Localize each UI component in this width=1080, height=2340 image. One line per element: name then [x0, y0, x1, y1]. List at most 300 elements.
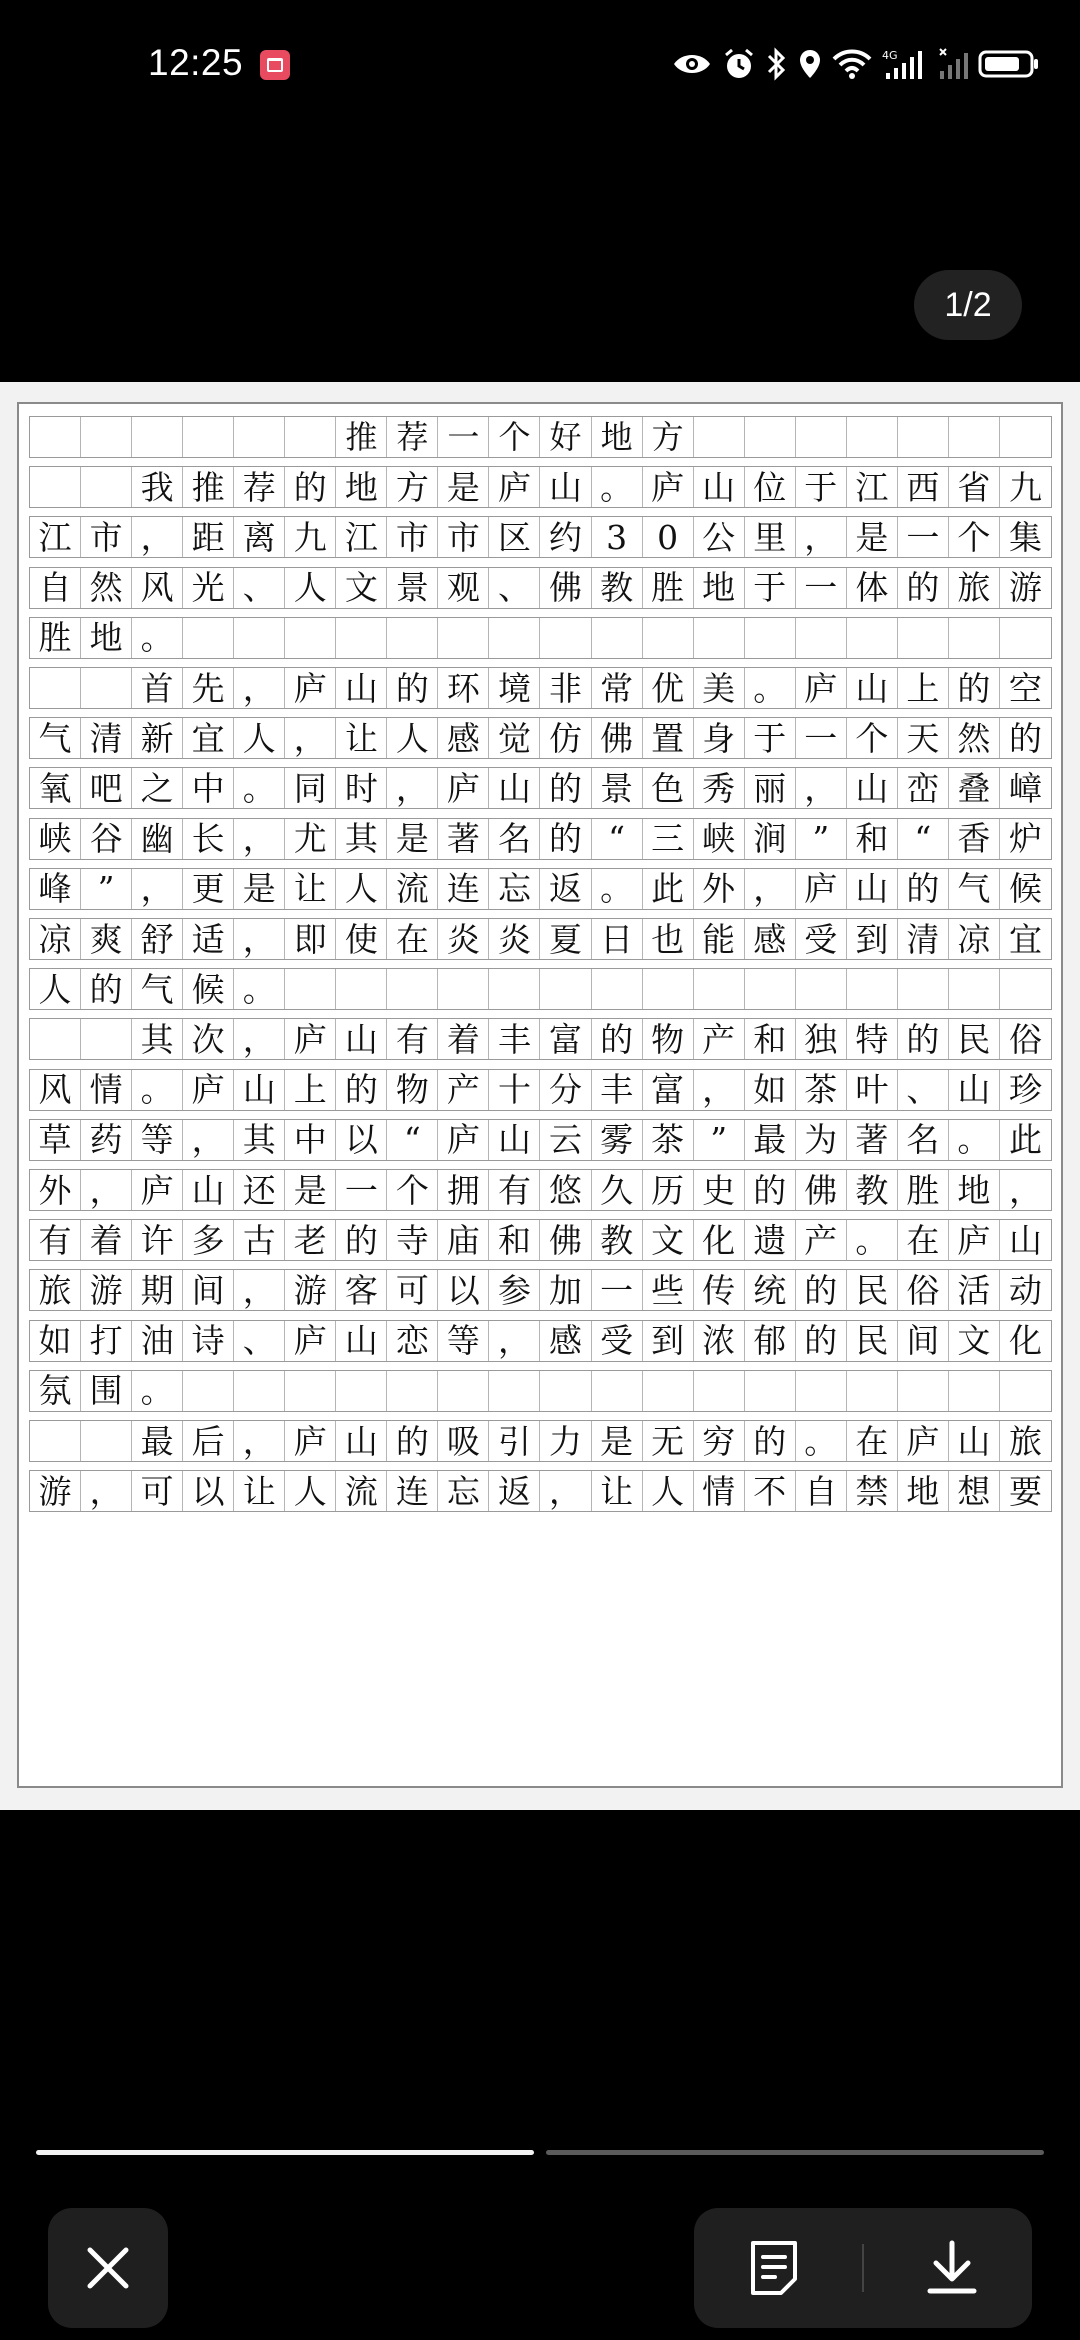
grid-cell: 峡: [694, 819, 745, 859]
grid-cell: 使: [336, 919, 387, 959]
grid-cell: [438, 618, 489, 658]
grid-cell: 爽: [81, 919, 132, 959]
grid-cell: 置: [643, 718, 694, 758]
grid-cell: 穷: [694, 1421, 745, 1461]
grid-cell: 身: [694, 718, 745, 758]
page-progress: [36, 2150, 1044, 2156]
grid-cell: 。: [592, 467, 643, 507]
grid-cell: 宜: [1008, 919, 1042, 959]
grid-cell: [30, 1019, 81, 1059]
grid-cell: 推: [183, 467, 234, 507]
grid-cell: [489, 969, 540, 1009]
grid-cell: 山: [336, 1321, 387, 1361]
grid-cell: 以: [336, 1120, 387, 1160]
grid-cell: [949, 969, 1000, 1009]
grid-row: [29, 466, 1052, 508]
page-indicator: 1/2: [914, 270, 1022, 340]
grid-cell: 庐: [796, 668, 847, 708]
grid-cell: 观: [438, 568, 489, 608]
grid-cell: 吧: [81, 768, 132, 808]
bluetooth-icon: [766, 47, 788, 81]
grid-cell: [847, 618, 898, 658]
grid-cell: 佛: [540, 1220, 591, 1260]
grid-cell: 文: [949, 1321, 1000, 1361]
grid-cell: 在: [387, 919, 438, 959]
grid-cell: 气: [132, 969, 183, 1009]
grid-cell: 一: [336, 1170, 387, 1210]
grid-cell: [898, 417, 949, 457]
grid-cell: 山: [847, 869, 898, 909]
grid-cell: 此: [1008, 1120, 1042, 1160]
grid-cell: [234, 417, 285, 457]
grid-cell: 后: [183, 1421, 234, 1461]
grid-cell: [847, 1371, 898, 1411]
grid-cell: [847, 969, 898, 1009]
svg-text:4G: 4G: [882, 49, 898, 62]
grid-cell: [1000, 969, 1051, 1009]
grid-cell: 无: [643, 1421, 694, 1461]
grid-cell: 美: [694, 668, 745, 708]
grid-cell: 丽: [745, 768, 796, 808]
grid-cell: [30, 467, 81, 507]
grid-cell: 间: [898, 1321, 949, 1361]
grid-cell: [489, 1371, 540, 1411]
grid-cell: 可: [132, 1471, 183, 1511]
document-icon: [749, 2239, 799, 2297]
grid-cell: ”: [694, 1120, 745, 1160]
grid-cell: [183, 1371, 234, 1411]
eye-icon: [672, 50, 712, 78]
grid-cell: 境: [489, 668, 540, 708]
document-preview[interactable]: [0, 382, 1080, 1810]
grid-cell: 候: [183, 969, 234, 1009]
grid-cell: 一: [592, 1270, 643, 1310]
grid-cell: [898, 618, 949, 658]
grid-cell: 是: [387, 819, 438, 859]
grid-cell: 于: [745, 568, 796, 608]
grid-cell: 日: [592, 919, 643, 959]
grid-cell: 推: [336, 417, 387, 457]
grid-cell: 。: [234, 969, 285, 1009]
grid-cell: 教: [847, 1170, 898, 1210]
grid-cell: 夏: [540, 919, 591, 959]
grid-cell: ，: [796, 768, 847, 808]
grid-cell: 还: [234, 1170, 285, 1210]
grid-cell: [847, 417, 898, 457]
grid-cell: ，: [132, 517, 183, 557]
grid-cell: 凉: [30, 919, 81, 959]
grid-cell: 风: [30, 1070, 81, 1110]
grid-cell: 清: [81, 718, 132, 758]
grid-cell: 人: [336, 869, 387, 909]
grid-row: [29, 516, 1052, 558]
grid-cell: 一: [796, 568, 847, 608]
grid-cell: 然: [949, 718, 1000, 758]
grid-cell: 连: [438, 869, 489, 909]
system-icons: [672, 44, 1040, 84]
grid-cell: 人: [234, 718, 285, 758]
grid-cell: 仿: [540, 718, 591, 758]
action-toolbar: [694, 2208, 1032, 2328]
grid-cell: “: [592, 819, 643, 859]
grid-cell: 山: [336, 668, 387, 708]
grid-cell: 情: [81, 1070, 132, 1110]
grid-cell: 感: [540, 1321, 591, 1361]
grid-cell: 舒: [132, 919, 183, 959]
grid-cell: [234, 1371, 285, 1411]
grid-row: [29, 1169, 1052, 1211]
grid-cell: 教: [592, 568, 643, 608]
grid-cell: 围: [81, 1371, 132, 1411]
grid-cell: 方: [643, 417, 694, 457]
grid-cell: 山: [847, 768, 898, 808]
grid-cell: 如: [30, 1321, 81, 1361]
grid-cell: 草: [30, 1120, 81, 1160]
grid-cell: 香: [949, 819, 1000, 859]
grid-cell: 著: [847, 1120, 898, 1160]
wifi-icon: [832, 49, 872, 79]
grid-cell: 让: [336, 718, 387, 758]
grid-row: [29, 1069, 1052, 1111]
grid-cell: 如: [745, 1070, 796, 1110]
grid-cell: ，: [694, 1070, 745, 1110]
grid-cell: 。: [234, 768, 285, 808]
grid-cell: 的: [540, 768, 591, 808]
battery-icon: [978, 49, 1040, 79]
grid-row: [29, 717, 1052, 759]
grid-cell: 佛: [796, 1170, 847, 1210]
grid-cell: 药: [81, 1120, 132, 1160]
grid-cell: 峦: [898, 768, 949, 808]
grid-cell: 返: [540, 869, 591, 909]
grid-cell: 长: [183, 819, 234, 859]
grid-cell: 胜: [898, 1170, 949, 1210]
grid-cell: 先: [183, 668, 234, 708]
grid-cell: 一: [438, 417, 489, 457]
grid-cell: 嶂: [1008, 768, 1042, 808]
grid-cell: [694, 618, 745, 658]
grid-cell: [183, 417, 234, 457]
grid-cell: 庐: [132, 1170, 183, 1210]
grid-cell: 忘: [438, 1471, 489, 1511]
grid-row: [29, 1269, 1052, 1311]
grid-cell: 。: [745, 668, 796, 708]
grid-cell: 新: [132, 718, 183, 758]
grid-cell: 雾: [592, 1120, 643, 1160]
grid-cell: 情: [694, 1471, 745, 1511]
grid-cell: 让: [234, 1471, 285, 1511]
grid-cell: ，: [132, 869, 183, 909]
grid-cell: 油: [132, 1321, 183, 1361]
grid-cell: 。: [847, 1220, 898, 1260]
grid-cell: [796, 417, 847, 457]
grid-cell: 珍: [1008, 1070, 1042, 1110]
grid-cell: 的: [1008, 718, 1042, 758]
grid-cell: 之: [132, 768, 183, 808]
grid-cell: 物: [643, 1019, 694, 1059]
grid-cell: 游: [30, 1471, 81, 1511]
grid-row: [29, 1320, 1052, 1362]
grid-cell: 在: [847, 1421, 898, 1461]
grid-cell: 庐: [285, 1019, 336, 1059]
grid-cell: 是: [438, 467, 489, 507]
grid-cell: 产: [796, 1220, 847, 1260]
grid-cell: 方: [387, 467, 438, 507]
grid-cell: 最: [132, 1421, 183, 1461]
grid-cell: 一: [796, 718, 847, 758]
grid-cell: 距: [183, 517, 234, 557]
grid-cell: 峰: [30, 869, 81, 909]
grid-cell: 外: [694, 869, 745, 909]
grid-cell: 是: [847, 517, 898, 557]
grid-cell: [30, 417, 81, 457]
grid-cell: 许: [132, 1220, 183, 1260]
grid-cell: [285, 1371, 336, 1411]
grid-cell: 市: [387, 517, 438, 557]
grid-cell: 等: [438, 1321, 489, 1361]
grid-cell: 客: [336, 1270, 387, 1310]
grid-row: [29, 1370, 1052, 1412]
grid-cell: 庐: [898, 1421, 949, 1461]
grid-cell: 环: [438, 668, 489, 708]
grid-cell: 里: [745, 517, 796, 557]
grid-cell: 统: [745, 1270, 796, 1310]
grid-cell: 丰: [489, 1019, 540, 1059]
grid-cell: 峡: [30, 819, 81, 859]
grid-cell: 最: [745, 1120, 796, 1160]
grid-row: [29, 567, 1052, 609]
grid-cell: [1000, 1371, 1051, 1411]
grid-cell: [796, 1371, 847, 1411]
grid-cell: 山: [489, 768, 540, 808]
close-button[interactable]: [48, 2208, 168, 2328]
grid-cell: [81, 1019, 132, 1059]
grid-cell: 是: [234, 869, 285, 909]
grid-row: [29, 767, 1052, 809]
grid-cell: 市: [81, 517, 132, 557]
grid-cell: [387, 1371, 438, 1411]
grid-cell: [81, 668, 132, 708]
grid-cell: 有: [30, 1220, 81, 1260]
grid-cell: 庐: [183, 1070, 234, 1110]
grid-cell: 集: [1008, 517, 1042, 557]
grid-cell: 人: [643, 1471, 694, 1511]
grid-cell: 3: [592, 517, 643, 557]
grid-cell: 常: [592, 668, 643, 708]
grid-cell: 非: [540, 668, 591, 708]
grid-cell: 人: [387, 718, 438, 758]
grid-cell: 旅: [949, 568, 1000, 608]
grid-cell: 市: [438, 517, 489, 557]
grid-cell: [694, 1371, 745, 1411]
grid-cell: 是: [592, 1421, 643, 1461]
grid-cell: ，: [540, 1471, 591, 1511]
grid-cell: 受: [796, 919, 847, 959]
grid-cell: 胜: [643, 568, 694, 608]
grid-cell: 的: [898, 1019, 949, 1059]
grid-cell: [336, 969, 387, 1009]
document-info-button[interactable]: [694, 2208, 854, 2328]
grid-cell: 茶: [796, 1070, 847, 1110]
grid-cell: 文: [336, 568, 387, 608]
grid-cell: 个: [949, 517, 1000, 557]
grid-cell: 、: [234, 568, 285, 608]
grid-cell: 游: [1008, 568, 1042, 608]
grid-cell: 间: [183, 1270, 234, 1310]
grid-cell: [285, 618, 336, 658]
grid-cell: 更: [183, 869, 234, 909]
grid-cell: 流: [336, 1471, 387, 1511]
grid-cell: ，: [489, 1321, 540, 1361]
grid-cell: [949, 1371, 1000, 1411]
grid-cell: 天: [898, 718, 949, 758]
grid-cell: 然: [81, 568, 132, 608]
grid-cell: 的: [285, 467, 336, 507]
grid-cell: 的: [898, 869, 949, 909]
grid-row: [29, 1119, 1052, 1161]
grid-cell: 离: [234, 517, 285, 557]
download-button[interactable]: [872, 2208, 1032, 2328]
grid-cell: [643, 618, 694, 658]
grid-cell: 其: [234, 1120, 285, 1160]
grid-cell: 谷: [81, 819, 132, 859]
grid-cell: [81, 417, 132, 457]
progress-segment-current: [36, 2150, 534, 2155]
grid-cell: 活: [949, 1270, 1000, 1310]
grid-cell: 旅: [30, 1270, 81, 1310]
grid-cell: 。: [796, 1421, 847, 1461]
grid-cell: 江: [30, 517, 81, 557]
grid-cell: [132, 417, 183, 457]
grid-cell: ，: [234, 819, 285, 859]
grid-cell: 的: [949, 668, 1000, 708]
grid-cell: [540, 969, 591, 1009]
grid-cell: 九: [1008, 467, 1042, 507]
grid-cell: 胜: [30, 618, 81, 658]
grid-cell: 游: [81, 1270, 132, 1310]
grid-cell: 庐: [796, 869, 847, 909]
grid-cell: 。: [132, 1070, 183, 1110]
grid-cell: [438, 969, 489, 1009]
grid-cell: [1000, 618, 1051, 658]
grid-cell: [745, 969, 796, 1009]
grid-cell: 景: [387, 568, 438, 608]
grid-cell: 佛: [592, 718, 643, 758]
grid-cell: 景: [592, 768, 643, 808]
grid-cell: 、: [489, 568, 540, 608]
grid-cell: [592, 969, 643, 1009]
grid-cell: 到: [643, 1321, 694, 1361]
grid-cell: 的: [796, 1270, 847, 1310]
grid-cell: 民: [847, 1270, 898, 1310]
grid-cell: 到: [847, 919, 898, 959]
grid-cell: 外: [30, 1170, 81, 1210]
grid-cell: 庐: [438, 1120, 489, 1160]
grid-cell: 等: [132, 1120, 183, 1160]
grid-cell: 是: [285, 1170, 336, 1210]
grid-cell: 化: [694, 1220, 745, 1260]
grid-cell: 和: [847, 819, 898, 859]
grid-cell: 气: [949, 869, 1000, 909]
grid-cell: 参: [489, 1270, 540, 1310]
grid-cell: ，: [81, 1170, 132, 1210]
grid-cell: 连: [387, 1471, 438, 1511]
grid-cell: 期: [132, 1270, 183, 1310]
grid-cell: “: [387, 1120, 438, 1160]
grid-cell: 、: [234, 1321, 285, 1361]
grid-cell: 以: [438, 1270, 489, 1310]
grid-cell: ，: [745, 869, 796, 909]
notification-app-icon: [260, 50, 290, 80]
grid-cell: ，: [234, 1421, 285, 1461]
grid-cell: 不: [745, 1471, 796, 1511]
grid-cell: 郁: [745, 1321, 796, 1361]
grid-cell: ，: [1008, 1170, 1042, 1210]
grid-cell: 空: [1008, 668, 1042, 708]
grid-cell: [745, 618, 796, 658]
toolbar-divider: [862, 2244, 864, 2292]
grid-cell: [489, 618, 540, 658]
grid-cell: 有: [387, 1019, 438, 1059]
grid-cell: 化: [1008, 1321, 1042, 1361]
grid-cell: 老: [285, 1220, 336, 1260]
grid-cell: ”: [796, 819, 847, 859]
grid-cell: 引: [489, 1421, 540, 1461]
grid-cell: 个: [489, 417, 540, 457]
grid-cell: 着: [81, 1220, 132, 1260]
grid-cell: 中: [285, 1120, 336, 1160]
grid-cell: 于: [796, 467, 847, 507]
grid-cell: 人: [30, 969, 81, 1009]
grid-cell: 产: [438, 1070, 489, 1110]
grid-cell: 一: [898, 517, 949, 557]
signal-4g-icon: [882, 47, 928, 81]
grid-cell: 民: [949, 1019, 1000, 1059]
grid-cell: 。: [592, 869, 643, 909]
grid-cell: 动: [1008, 1270, 1042, 1310]
grid-cell: [81, 1421, 132, 1461]
grid-cell: 即: [285, 919, 336, 959]
grid-cell: 打: [81, 1321, 132, 1361]
grid-cell: 佛: [540, 568, 591, 608]
grid-cell: 位: [745, 467, 796, 507]
grid-cell: 名: [489, 819, 540, 859]
grid-cell: [540, 1371, 591, 1411]
grid-cell: 着: [438, 1019, 489, 1059]
grid-cell: 庐: [643, 467, 694, 507]
document-page: [17, 402, 1063, 1788]
grid-cell: 为: [796, 1120, 847, 1160]
grid-cell: 炎: [438, 919, 489, 959]
grid-cell: [81, 467, 132, 507]
grid-cell: 让: [592, 1471, 643, 1511]
grid-cell: 有: [489, 1170, 540, 1210]
grid-cell: 悠: [540, 1170, 591, 1210]
grid-cell: 独: [796, 1019, 847, 1059]
grid-cell: [336, 1371, 387, 1411]
grid-cell: 也: [643, 919, 694, 959]
grid-cell: 产: [694, 1019, 745, 1059]
grid-cell: ，: [234, 919, 285, 959]
grid-row: [29, 1219, 1052, 1261]
grid-row: [29, 1420, 1052, 1462]
grid-cell: 荐: [387, 417, 438, 457]
grid-cell: ，: [234, 668, 285, 708]
grid-cell: [285, 417, 336, 457]
grid-cell: 庐: [285, 1421, 336, 1461]
grid-cell: [796, 969, 847, 1009]
grid-cell: 地: [949, 1170, 1000, 1210]
